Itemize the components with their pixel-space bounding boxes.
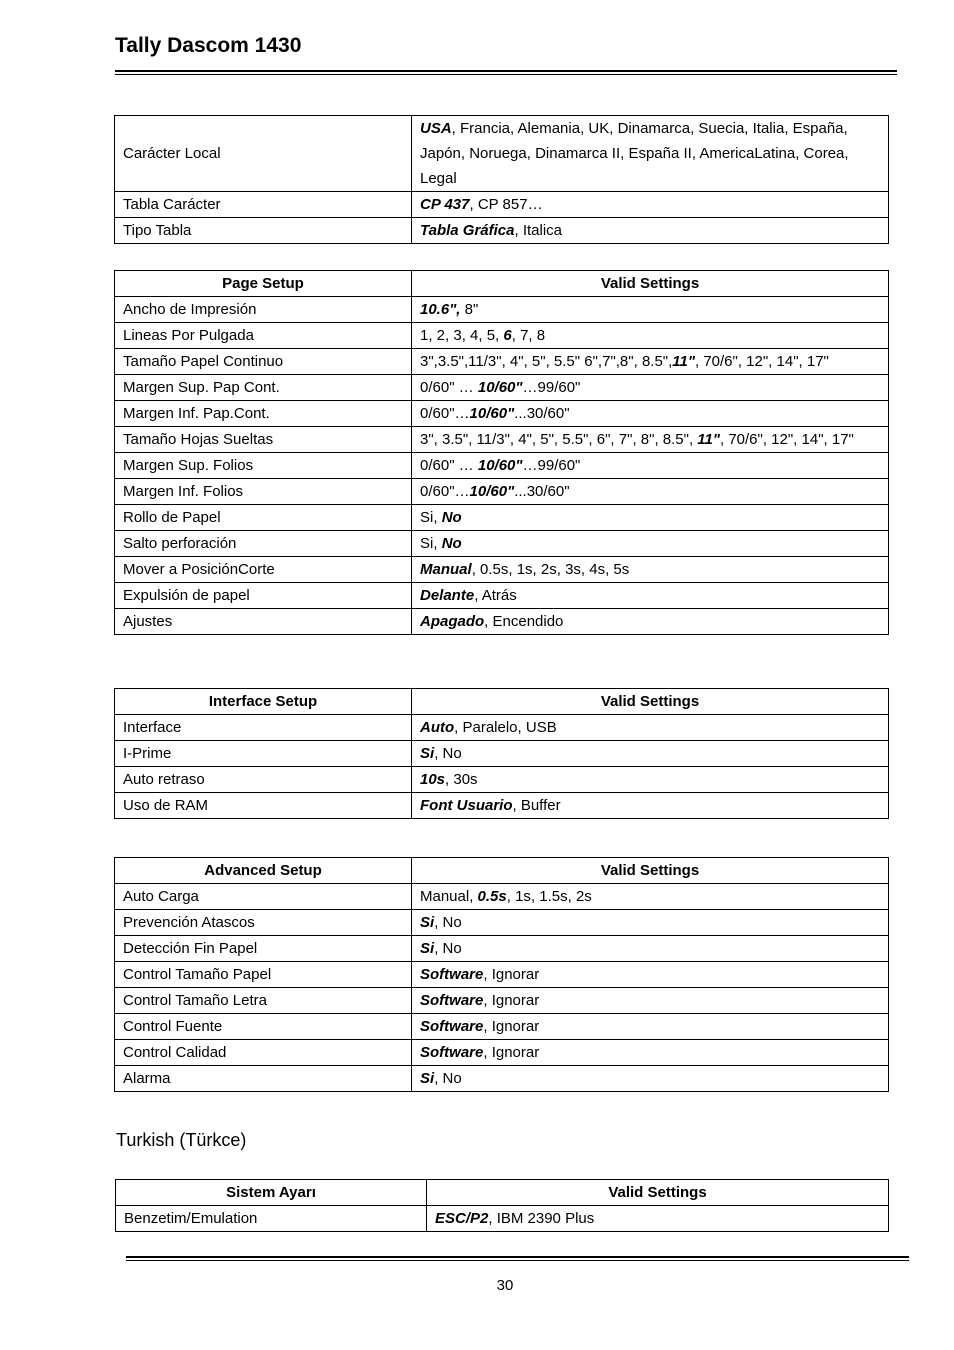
setting-value [412,793,889,819]
setting-value [412,401,889,427]
table-row [115,936,889,962]
setting-label: Control Tamaño Letra [115,988,412,1014]
option-text: , No [434,914,462,931]
table-row [115,505,889,531]
setting-label: Auto retraso [115,767,412,793]
option-text: 0/60" … [420,379,478,396]
table-header [116,1180,889,1206]
option-text: , No [434,745,462,762]
setting-value [412,910,889,936]
table-row [115,349,889,375]
header-rule [115,70,897,72]
setting-value [412,323,889,349]
turkish-system-table [115,1179,889,1232]
table-row [116,1206,889,1232]
option-text: , No [434,1070,462,1087]
setting-label: Lineas Por Pulgada [115,323,412,349]
table-body [115,884,889,1092]
setting-label: Control Fuente [115,1014,412,1040]
setting-value [412,962,889,988]
default-value: 11" [672,353,695,370]
setting-value [412,375,889,401]
default-value: 10/60" [477,379,523,396]
default-value: 10/60" [469,483,515,500]
default-value: Si [420,745,435,762]
section-title-turkish: Turkish (Türkce) [116,1130,247,1150]
page-number: 30 [496,1277,514,1294]
default-value: Auto [420,719,455,736]
table-row [115,715,889,741]
table-row [115,192,889,218]
advanced-setup-table [114,857,889,1092]
option-text: , Ignorar [483,1044,540,1061]
table-row [115,427,889,453]
table-row [115,401,889,427]
table-row [115,375,889,401]
option-text: , 70/6", 12", 14", 17" [719,431,854,448]
setting-value [412,531,889,557]
option-text: Si, [420,509,442,526]
option-text: ...30/60" [514,405,570,422]
setting-value [412,1040,889,1066]
default-value: Font Usuario [420,797,513,814]
setting-label: Margen Sup. Pap Cont. [115,375,412,401]
table-row [115,583,889,609]
table-body [116,1206,889,1232]
setting-value [412,715,889,741]
setting-value [412,349,889,375]
option-text: , Ignorar [483,992,540,1009]
setting-value [412,557,889,583]
header-valid-settings: Valid Settings [412,689,889,715]
table-row [115,988,889,1014]
option-text: 8" [460,301,479,318]
setting-value [412,479,889,505]
default-value: Software [420,1018,484,1035]
table-row [115,531,889,557]
default-value: Software [420,966,484,983]
option-text: , Ignorar [483,966,540,983]
header-setting: Interface Setup [115,689,412,715]
default-value: Software [420,1044,484,1061]
setting-label: Ajustes [115,609,412,635]
setting-value [412,427,889,453]
setting-label: Margen Sup. Folios [115,453,412,479]
interface-setup-table [114,688,889,819]
table-row [115,609,889,635]
default-value: 10s [420,771,446,788]
option-text: , Atrás [474,587,517,604]
setting-label: Auto Carga [115,884,412,910]
option-text: , 7, 8 [511,327,546,344]
option-text: , Paralelo, USB [454,719,557,736]
header-setting: Advanced Setup [115,858,412,884]
default-value: No [441,509,462,526]
default-value: 11" [697,431,720,448]
default-value: Delante [420,587,475,604]
header-valid-settings: Valid Settings [412,271,889,297]
option-text: , 1s, 1.5s, 2s [506,888,592,905]
setting-value [412,453,889,479]
setting-value [412,297,889,323]
option-text: , CP 857… [469,196,543,213]
table-row [115,557,889,583]
setting-label: Salto perforación [115,531,412,557]
setting-label: Ancho de Impresión [115,297,412,323]
setting-label: Alarma [115,1066,412,1092]
option-text: , Buffer [512,797,561,814]
setting-label: Control Calidad [115,1040,412,1066]
default-value: No [441,535,462,552]
setting-label: Expulsión de papel [115,583,412,609]
setting-label: Interface [115,715,412,741]
setting-label: Carácter Local [115,116,412,192]
table-row [115,323,889,349]
table-body [115,715,889,819]
option-text: ...30/60" [514,483,570,500]
default-value: Apagado [420,613,485,630]
default-value: Tabla Gráfica [420,222,515,239]
default-value: 0.5s [477,888,507,905]
header-setting: Sistem Ayarı [116,1180,427,1206]
option-text: 3",3.5",11/3", 4", 5", 5.5" 6",7",8", 8.5", [420,353,673,370]
option-text: Manual, [420,888,478,905]
setting-value [412,116,889,192]
default-value: ESC/P2 [435,1210,489,1227]
option-text: , IBM 2390 Plus [488,1210,595,1227]
page-setup-table [114,270,889,635]
setting-value [412,609,889,635]
setting-value [412,936,889,962]
table-row [115,297,889,323]
option-text: , Italica [514,222,563,239]
setting-value [412,192,889,218]
header-rule-thin [115,74,897,75]
default-value: Si [420,1070,435,1087]
table-row [115,1014,889,1040]
table-row [115,910,889,936]
setting-label: Prevención Atascos [115,910,412,936]
character-set-table [114,115,889,244]
option-text: 1, 2, 3, 4, 5, [420,327,504,344]
table-header [115,271,889,297]
setting-value [412,1014,889,1040]
table-body [115,297,889,635]
setting-label: Control Tamaño Papel [115,962,412,988]
header-valid-settings: Valid Settings [412,858,889,884]
setting-value [412,884,889,910]
setting-value [412,1066,889,1092]
setting-value [412,988,889,1014]
option-text: , No [434,940,462,957]
option-text: …99/60" [522,457,581,474]
header-valid-settings: Valid Settings [427,1180,889,1206]
setting-value [412,741,889,767]
default-value: Software [420,992,484,1009]
setting-label: Tabla Carácter [115,192,412,218]
setting-label: Margen Inf. Pap.Cont. [115,401,412,427]
setting-value [412,583,889,609]
default-value: 10.6", [420,301,461,318]
table-row [115,1040,889,1066]
option-text: 3", 3.5", 11/3", 4", 5", 5.5", 6", 7", 8", 8.5", [420,431,698,448]
setting-label: I-Prime [115,741,412,767]
setting-label: Tipo Tabla [115,218,412,244]
setting-value [412,767,889,793]
header-setting: Page Setup [115,271,412,297]
option-text: , 0.5s, 1s, 2s, 3s, 4s, 5s [471,561,630,578]
table-header [115,858,889,884]
setting-value [412,505,889,531]
table-row [115,962,889,988]
document-title: Tally Dascom 1430 [115,34,302,57]
table-row [115,218,889,244]
table-row [115,767,889,793]
table-row [115,793,889,819]
setting-label: Uso de RAM [115,793,412,819]
footer-rule [126,1256,909,1258]
setting-value [412,218,889,244]
option-text: , Francia, Alemania, UK, Dinamarca, Suecia, Italia, España, Japón, Noruega, Dinamarca II, España II, AmericaLatina, Corea, Legal [420,120,849,187]
default-value: 10/60" [469,405,515,422]
footer-rule-thin [126,1260,909,1261]
default-value: CP 437 [420,196,470,213]
option-text: 0/60"… [420,405,470,422]
table-body [115,116,889,244]
option-text: 0/60"… [420,483,470,500]
default-value: 6 [503,327,512,344]
option-text: , 30s [445,771,478,788]
setting-value [427,1206,889,1232]
default-value: Manual [420,561,472,578]
option-text: 0/60" … [420,457,478,474]
default-value: Si [420,914,435,931]
default-value: 10/60" [477,457,523,474]
default-value: Si [420,940,435,957]
setting-label: Tamaño Hojas Sueltas [115,427,412,453]
setting-label: Tamaño Papel Continuo [115,349,412,375]
table-row [115,884,889,910]
table-row [115,453,889,479]
option-text: , Encendido [484,613,564,630]
option-text: …99/60" [522,379,581,396]
table-row [115,116,889,192]
table-row [115,741,889,767]
table-header [115,689,889,715]
setting-label: Mover a PosiciónCorte [115,557,412,583]
option-text: , 70/6", 12", 14", 17" [694,353,829,370]
option-text: , Ignorar [483,1018,540,1035]
table-row [115,1066,889,1092]
setting-label: Margen Inf. Folios [115,479,412,505]
default-value: USA [420,120,452,137]
setting-label: Rollo de Papel [115,505,412,531]
option-text: Si, [420,535,442,552]
setting-label: Detección Fin Papel [115,936,412,962]
setting-label: Benzetim/Emulation [116,1206,427,1232]
table-row [115,479,889,505]
